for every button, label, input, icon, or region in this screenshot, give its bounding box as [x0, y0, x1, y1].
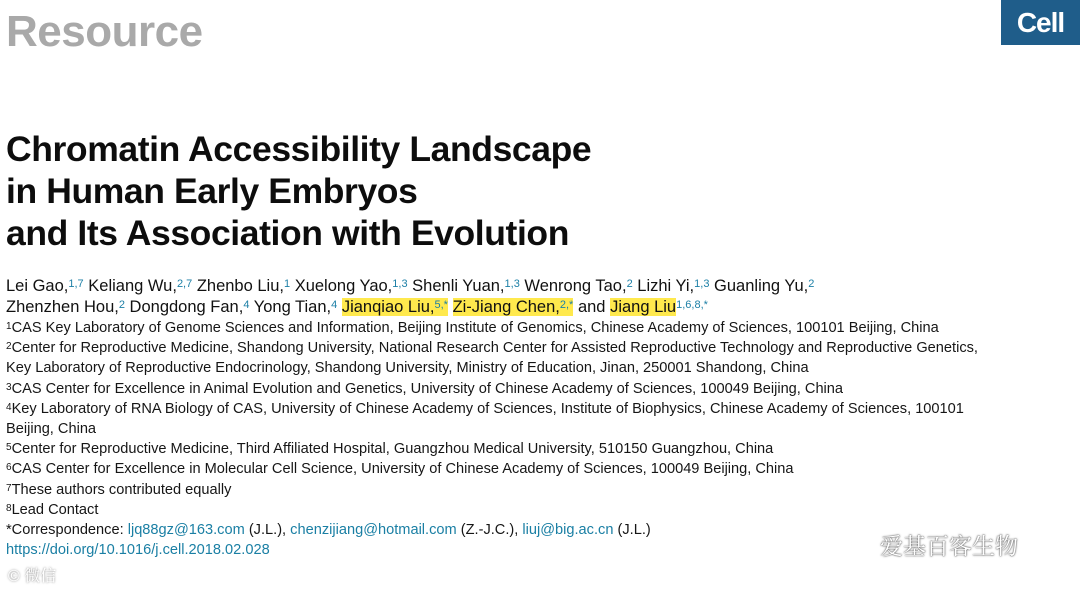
author: Lei Gao,$^{1,7}$: [6, 277, 84, 295]
author-conjunction: and: [577, 297, 606, 316]
title-line: in Human Early Embryos: [6, 171, 418, 211]
doi-link[interactable]: https://doi.org/10.1016/j.cell.2018.02.028: [6, 542, 270, 559]
author: Yong Tian,$^4$: [253, 297, 338, 316]
author-highlighted: Jianqiao Liu,$^{5,*}$: [341, 297, 448, 316]
author: Shenli Yuan,$^{1,3}$: [412, 277, 520, 295]
email-link[interactable]: liuj@big.ac.cn: [522, 522, 614, 539]
affiliation-list: [6, 318, 1006, 560]
corner-watermark: © 微信: [8, 568, 57, 585]
affiliation: $^3$CAS Center for Excellence in Animal Evolution and Genetics, University of Chinese Academy of Sciences, 100049 Beijing, China: [6, 380, 844, 397]
article-title: [6, 128, 591, 254]
affiliation: $^2$Center for Reproductive Medicine, Shandong University, National Research Center for Assisted Reproductive Technology and Reproductive Genetics, Key Laboratory of Reproductive Endocrinology, Shandong University, Ministry of Education, Jinan, 250001 Shandong, China: [6, 340, 978, 377]
affiliation: $^1$CAS Key Laboratory of Genome Sciences and Information, Beijing Institute of Genomics, Chinese Academy of Sciences, 100101 Beijing, China: [6, 320, 939, 336]
author: Guanling Yu,$^2$: [714, 277, 815, 295]
author: Wenrong Tao,$^2$: [524, 277, 633, 295]
title-line: and Its Association with Evolution: [6, 213, 569, 253]
affiliation: $^4$Key Laboratory of RNA Biology of CAS, University of Chinese Academy of Sciences, Institute of Biophysics, Chinese Academy of Sciences, 100101 Beijing, China: [6, 400, 964, 438]
affiliation: $^6$CAS Center for Excellence in Molecular Cell Science, University of Chinese Academy of Sciences, 100049 Beijing, China: [6, 461, 794, 478]
journal-logo: Cell: [1001, 0, 1080, 45]
author: Zhenbo Liu,$^1$: [196, 277, 291, 295]
author: Zhenzhen Hou,$^2$: [6, 297, 125, 316]
correspondence-label: *Correspondence:: [6, 522, 124, 539]
section-label: Resource: [6, 7, 203, 56]
author-highlighted: Zi-Jiang Chen,$^{2,*}$: [452, 297, 574, 316]
author: Lizhi Yi,$^{1,3}$: [637, 277, 710, 295]
author-highlighted: Jiang Liu$^{1,6,8,*}$: [610, 297, 708, 316]
watermark-text: 爱基百客生物: [880, 532, 1018, 559]
author: Keliang Wu,$^{2,7}$: [88, 277, 193, 295]
correspondence: *Correspondence: ljq88gz@163.com (J.L.), chenzijiang@hotmail.com (Z.-J.C.), liuj@big.ac.cn (J.L.): [6, 522, 651, 539]
affiliation: $^8$Lead Contact: [6, 501, 99, 518]
email-link[interactable]: chenzijiang@hotmail.com: [290, 522, 457, 539]
author: Dongdong Fan,$^4$: [129, 297, 250, 316]
affiliation: $^5$Center for Reproductive Medicine, Third Affiliated Hospital, Guangzhou Medical University, 510150 Guangzhou, China: [6, 441, 774, 458]
wechat-icon: [840, 527, 874, 561]
author-list: [6, 276, 1076, 317]
title-line: Chromatin Accessibility Landscape: [6, 129, 592, 169]
email-link[interactable]: ljq88gz@163.com: [127, 522, 245, 539]
author: Xuelong Yao,$^{1,3}$: [294, 277, 408, 295]
watermark: [840, 527, 1018, 561]
affiliation: $^7$These authors contributed equally: [6, 481, 232, 498]
